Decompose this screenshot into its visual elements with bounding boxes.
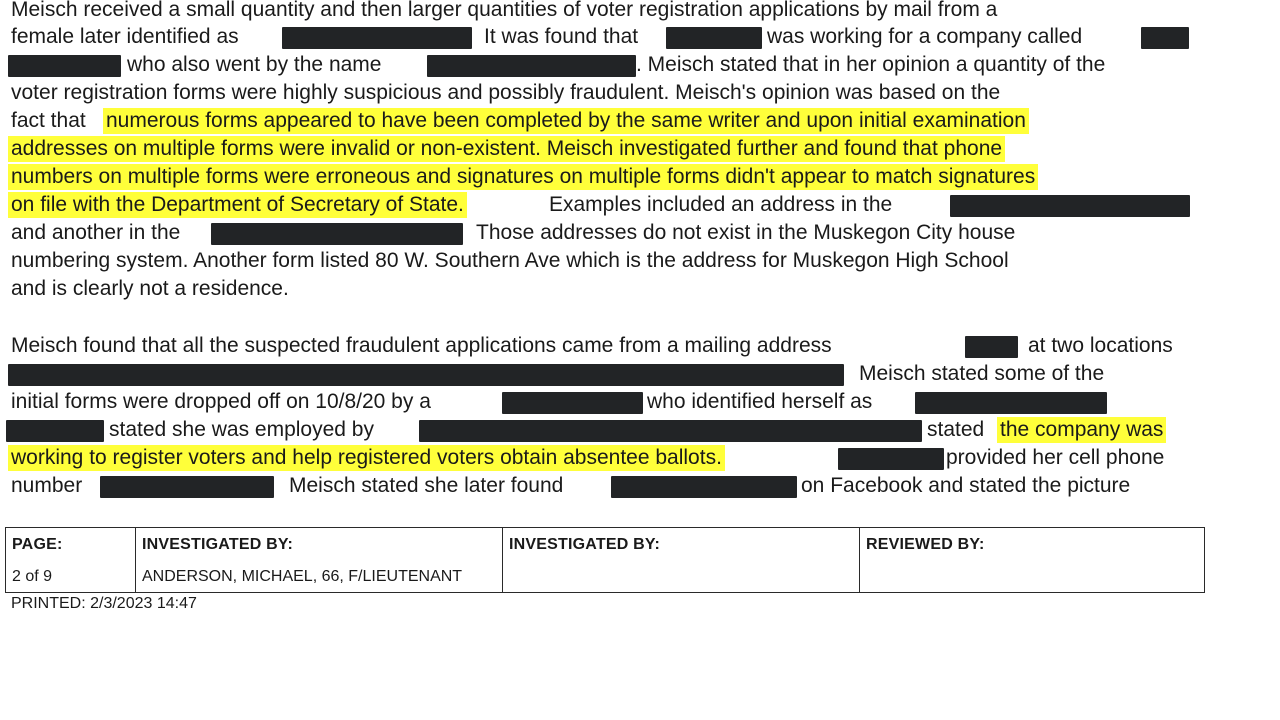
redaction-box [838, 448, 944, 470]
highlighted-text: working to register voters and help registered voters obtain absentee ballots. [8, 445, 725, 471]
redaction-box [1141, 27, 1189, 49]
text-run: stated she was employed by [109, 418, 374, 441]
redaction-box [502, 392, 643, 414]
report-footer-table [5, 527, 1205, 593]
investigated-by-label: INVESTIGATED BY: [142, 536, 294, 553]
text-run: numbering system. Another form listed 80 W. Southern Ave which is the address for Muskegon High School [11, 249, 1009, 272]
highlighted-text: numerous forms appeared to have been completed by the same writer and upon initial examination [103, 108, 1029, 134]
investigated-by-cell [136, 528, 503, 592]
investigated-by-2-cell [503, 528, 860, 592]
reviewed-by-cell [860, 528, 1203, 592]
text-run: was working for a company called [767, 25, 1083, 48]
investigated-by-2-label: INVESTIGATED BY: [509, 536, 661, 553]
text-run: voter registration forms were highly suspicious and possibly fraudulent. Meisch's opinion was based on the [11, 81, 1001, 104]
text-run: on Facebook and stated the picture [801, 474, 1131, 497]
text-run: Meisch stated she later found [289, 474, 564, 497]
text-run: provided her cell phone [946, 446, 1165, 469]
text-run: number [11, 474, 83, 497]
page-cell [6, 528, 136, 592]
redaction-box [8, 55, 121, 77]
highlighted-text: on file with the Department of Secretary of State. [8, 192, 467, 218]
redaction-box [427, 55, 636, 77]
redaction-box [965, 336, 1018, 358]
investigated-by-value: ANDERSON, MICHAEL, 66, F/LIEUTENANT [142, 568, 463, 585]
text-run: . Meisch stated that in her opinion a quantity of the [636, 53, 1106, 76]
redaction-box [282, 27, 472, 49]
printed-timestamp: PRINTED: 2/3/2023 14:47 [11, 595, 197, 612]
text-run: initial forms were dropped off on 10/8/20 by a [11, 390, 431, 413]
page-label: PAGE: [12, 536, 63, 553]
reviewed-by-label: REVIEWED BY: [866, 536, 985, 553]
text-run: at two locations [1028, 334, 1173, 357]
highlighted-text: numbers on multiple forms were erroneous and signatures on multiple forms didn't appear to match signatures [8, 164, 1038, 190]
text-run: stated [927, 418, 985, 441]
page-number: 2 of 9 [12, 568, 53, 585]
redaction-box [8, 364, 844, 386]
text-run: Examples included an address in the [549, 193, 893, 216]
text-run: female later identified as [11, 25, 239, 48]
text-run: who identified herself as [647, 390, 873, 413]
redaction-box [950, 195, 1190, 217]
redaction-box [419, 420, 922, 442]
text-run: and is clearly not a residence. [11, 277, 289, 300]
text-run: who also went by the name [127, 53, 382, 76]
redaction-box [6, 420, 104, 442]
redaction-box [666, 27, 762, 49]
text-run: Those addresses do not exist in the Muskegon City house [476, 221, 1016, 244]
text-run: fact that [11, 109, 86, 132]
redaction-box [611, 476, 797, 498]
highlighted-text: the company was [997, 417, 1166, 443]
text-run: and another in the [11, 221, 181, 244]
redaction-box [211, 223, 463, 245]
text-run: Meisch found that all the suspected fraudulent applications came from a mailing address [11, 334, 832, 357]
redaction-box [100, 476, 274, 498]
highlighted-text: addresses on multiple forms were invalid or non-existent. Meisch investigated further and found that phone [8, 136, 1005, 162]
redaction-box [915, 392, 1107, 414]
text-run: Meisch stated some of the [859, 362, 1105, 385]
text-run: Meisch received a small quantity and then larger quantities of voter registration applications by mail from a [11, 0, 998, 21]
text-run: It was found that [484, 25, 639, 48]
